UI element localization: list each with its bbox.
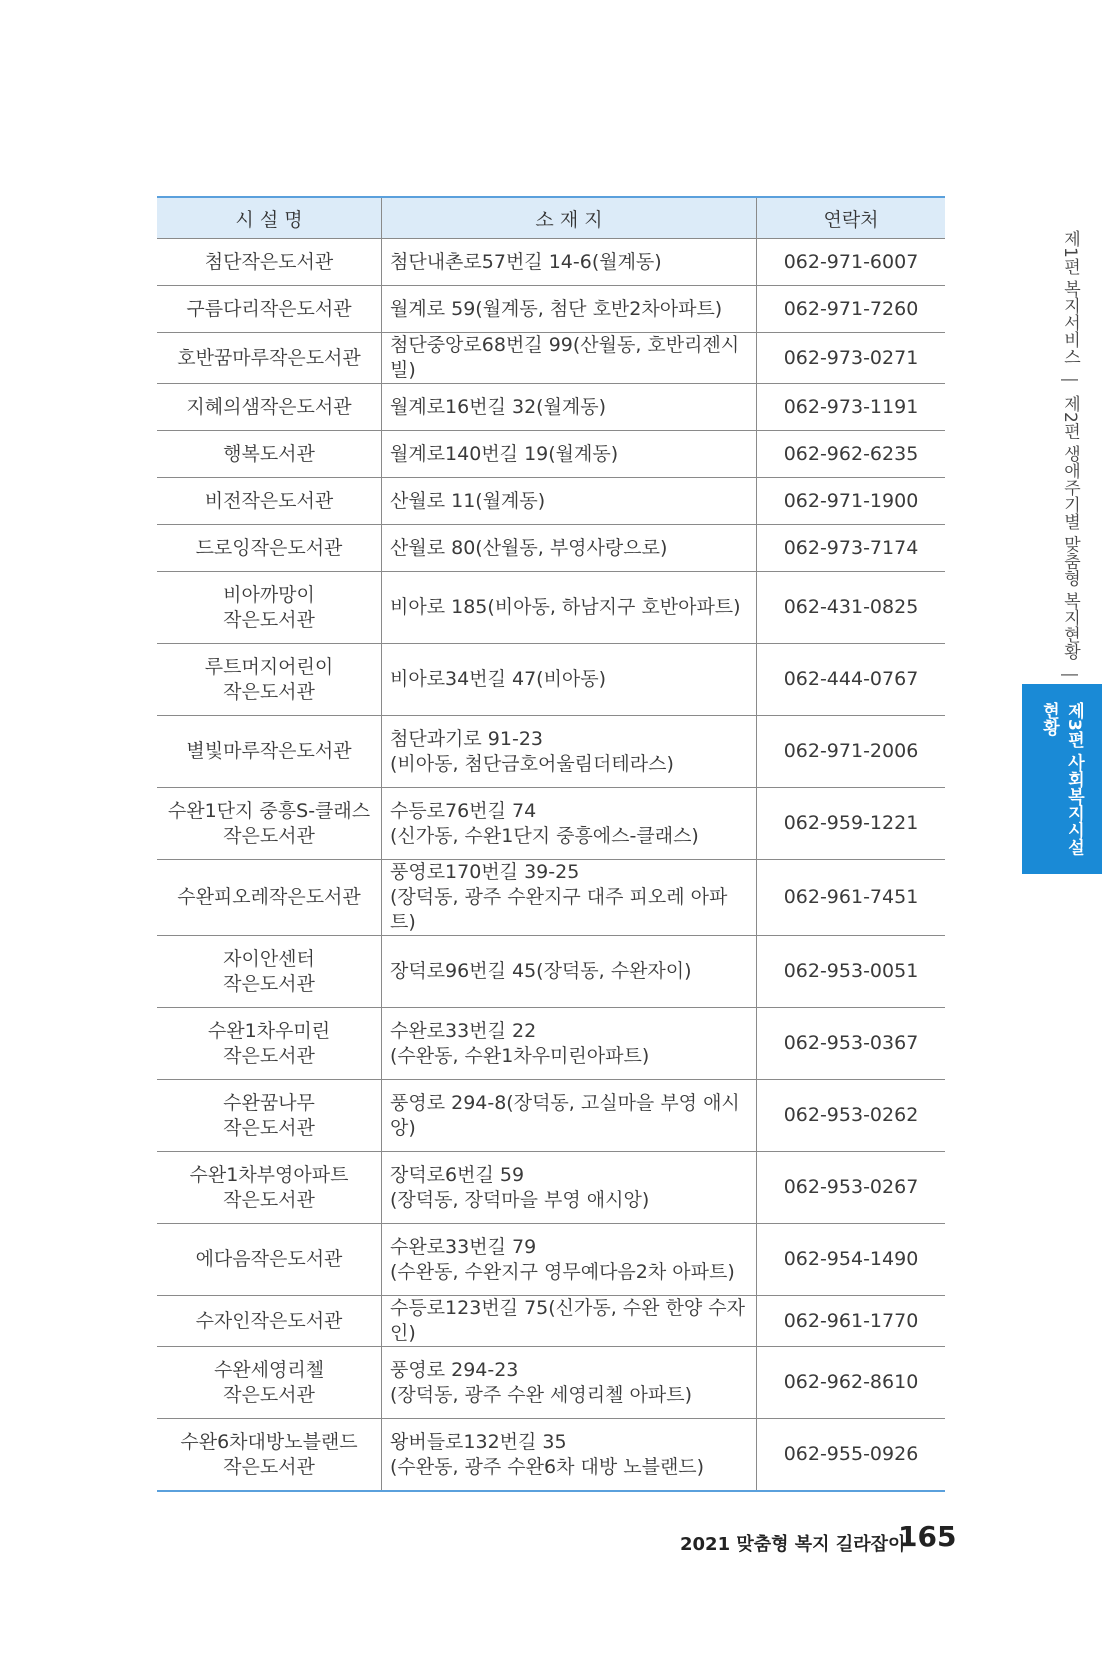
page-number: 165	[898, 1520, 957, 1553]
address-line: (비아동, 첨단금호어울림더테라스)	[390, 752, 674, 775]
phone-number: 062-961-1770	[757, 1296, 946, 1347]
table-row	[157, 431, 945, 478]
facility-name-cell	[157, 788, 382, 860]
facility-name-cell	[157, 525, 382, 572]
address-line: (수완동, 광주 수완6차 대방 노블랜드)	[390, 1455, 705, 1478]
table-row	[157, 572, 945, 644]
address-cell	[382, 478, 757, 525]
phone-number: 062-961-7451	[757, 860, 946, 936]
facility-name: 별빛마루작은도서관	[186, 740, 352, 762]
address-line: 장덕로6번길 59	[390, 1163, 525, 1186]
phone-number: 062-959-1221	[757, 788, 946, 860]
facility-name-cell	[157, 1419, 382, 1492]
facility-name: 루트머지어린이	[204, 655, 334, 678]
address-line: 수등로76번길 74	[390, 799, 537, 822]
address-cell	[382, 1224, 757, 1296]
facility-name-cell	[157, 936, 382, 1008]
address-line: 비아로 185(비아동, 하남지구 호반아파트)	[390, 596, 741, 618]
address-line: 비아로34번길 47(비아동)	[390, 668, 607, 690]
phone-number: 062-953-0367	[757, 1008, 946, 1080]
facility-name: 자이안센터	[223, 947, 315, 970]
address-line: 산월로 11(월계동)	[390, 489, 546, 512]
table-row	[157, 716, 945, 788]
phone-number: 062-973-1191	[757, 384, 946, 431]
address-line: (장덕동, 장덕마을 부영 애시앙)	[390, 1188, 650, 1211]
side-nav-active-tab	[1022, 684, 1102, 874]
address-line: (장덕동, 광주 수완지구 대주 피오레 아파트)	[390, 886, 728, 933]
address-line: 왕버들로132번길 35	[390, 1430, 567, 1453]
facility-name-cell	[157, 1152, 382, 1224]
facility-name: 비아까망이	[223, 583, 315, 606]
address-line: 풍영로 294-8(장덕동, 고실마을 부영 애시앙)	[390, 1091, 740, 1139]
address-line: 풍영로 294-23	[390, 1358, 519, 1381]
address-cell	[382, 1080, 757, 1152]
address-line: 월계로16번길 32(월계동)	[390, 395, 607, 418]
facility-name-cell	[157, 384, 382, 431]
footer-book-title: 2021 맞춤형 복지 길라잡이	[680, 1534, 906, 1555]
address-line: (신가동, 수완1단지 중흥에스-클래스)	[390, 824, 699, 847]
address-line: 수완로33번길 22	[390, 1019, 537, 1042]
table-row	[157, 1152, 945, 1224]
phone-number: 062-971-7260	[757, 286, 946, 333]
table-row	[157, 1296, 945, 1347]
address-line: 첨단내촌로57번길 14-6(월계동)	[390, 250, 662, 273]
header-address: 소 재 지	[382, 197, 757, 239]
address-line: 월계로140번길 19(월계동)	[390, 442, 619, 465]
table-row	[157, 384, 945, 431]
address-cell	[382, 644, 757, 716]
address-cell	[382, 1296, 757, 1347]
address-cell	[382, 431, 757, 478]
phone-number: 062-962-6235	[757, 431, 946, 478]
side-nav-separator: |	[1060, 377, 1080, 383]
facility-name: 작은도서관	[223, 1116, 315, 1139]
address-line: 산월로 80(산월동, 부영사랑으로)	[390, 536, 668, 559]
side-nav-separator-2: |	[1060, 672, 1080, 678]
address-line: 첨단중앙로68번길 99(산월동, 호반리젠시빌)	[390, 334, 740, 381]
facility-name: 비전작은도서관	[204, 489, 334, 512]
facility-name-cell	[157, 860, 382, 936]
table-row	[157, 1080, 945, 1152]
address-cell	[382, 286, 757, 333]
facility-name: 수완피오레작은도서관	[177, 886, 361, 908]
table-row	[157, 1224, 945, 1296]
address-line: (수완동, 수완1차우미린아파트)	[390, 1044, 650, 1067]
facility-name: 수완1차부영아파트	[189, 1163, 349, 1186]
table-row	[157, 286, 945, 333]
address-cell	[382, 1347, 757, 1419]
address-line: 수완로33번길 79	[390, 1235, 537, 1258]
facility-name-cell	[157, 333, 382, 384]
address-cell	[382, 384, 757, 431]
facility-name: 작은도서관	[223, 1044, 315, 1067]
side-nav-part2: 제2편 생애주기별 맞춤형 복지현황	[1060, 394, 1080, 660]
phone-number: 062-973-0271	[757, 333, 946, 384]
facility-name: 드로잉작은도서관	[195, 536, 343, 559]
phone-number: 062-973-7174	[757, 525, 946, 572]
facility-table	[157, 196, 945, 1492]
table-row	[157, 239, 945, 286]
phone-number: 062-953-0051	[757, 936, 946, 1008]
address-line: (장덕동, 광주 수완 세영리첼 아파트)	[390, 1383, 692, 1406]
facility-name: 작은도서관	[223, 1383, 315, 1406]
table-row	[157, 1347, 945, 1419]
header-contact: 연락처	[757, 197, 946, 239]
phone-number: 062-953-0262	[757, 1080, 946, 1152]
table-row	[157, 525, 945, 572]
phone-number: 062-962-8610	[757, 1347, 946, 1419]
facility-name: 작은도서관	[223, 1455, 315, 1478]
address-cell	[382, 936, 757, 1008]
facility-name: 행복도서관	[223, 442, 315, 465]
address-line: 장덕로96번길 45(장덕동, 수완자이)	[390, 960, 692, 982]
facility-name: 첨단작은도서관	[204, 250, 334, 273]
facility-name: 작은도서관	[223, 680, 315, 703]
table-row	[157, 1008, 945, 1080]
address-cell	[382, 572, 757, 644]
facility-name: 수완꿈나무	[223, 1091, 315, 1114]
address-cell	[382, 525, 757, 572]
facility-name-cell	[157, 286, 382, 333]
phone-number: 062-431-0825	[757, 572, 946, 644]
facility-name: 작은도서관	[223, 972, 315, 995]
address-line: (수완동, 수완지구 영무예다음2차 아파트)	[390, 1260, 735, 1283]
address-cell	[382, 239, 757, 286]
facility-name: 작은도서관	[223, 824, 315, 847]
table-row	[157, 478, 945, 525]
table-row	[157, 860, 945, 936]
phone-number: 062-971-2006	[757, 716, 946, 788]
facility-name-cell	[157, 478, 382, 525]
table-row	[157, 936, 945, 1008]
phone-number: 062-953-0267	[757, 1152, 946, 1224]
address-cell	[382, 1419, 757, 1492]
phone-number: 062-955-0926	[757, 1419, 946, 1492]
address-line: 풍영로170번길 39-25	[390, 861, 580, 883]
facility-name: 수완1단지 중흥S-클래스	[167, 799, 371, 822]
facility-name: 에다음작은도서관	[195, 1248, 343, 1270]
address-cell	[382, 1152, 757, 1224]
phone-number: 062-971-6007	[757, 239, 946, 286]
facility-name-cell	[157, 1347, 382, 1419]
facility-name-cell	[157, 644, 382, 716]
facility-name-cell	[157, 239, 382, 286]
facility-name: 수완6차대방노블랜드	[180, 1430, 358, 1453]
side-navigation	[1058, 230, 1083, 690]
table-row	[157, 788, 945, 860]
facility-name-cell	[157, 431, 382, 478]
table-row	[157, 1419, 945, 1492]
side-nav-active-label: 제3편 사회복지시설 현황	[1039, 702, 1084, 856]
phone-number: 062-954-1490	[757, 1224, 946, 1296]
facility-name-cell	[157, 1080, 382, 1152]
facility-name-cell	[157, 1224, 382, 1296]
facility-name: 수완1차우미린	[207, 1019, 331, 1042]
address-line: 수등로123번길 75(신가동, 수완 한양 수자인)	[390, 1297, 746, 1344]
facility-name: 작은도서관	[223, 608, 315, 631]
address-cell	[382, 333, 757, 384]
address-cell	[382, 860, 757, 936]
facility-name-cell	[157, 572, 382, 644]
table-row	[157, 333, 945, 384]
table-row	[157, 644, 945, 716]
phone-number: 062-971-1900	[757, 478, 946, 525]
facility-name: 구름다리작은도서관	[186, 297, 352, 320]
facility-name: 작은도서관	[223, 1188, 315, 1211]
facility-name: 수완세영리첼	[213, 1358, 325, 1381]
header-facility-name: 시 설 명	[157, 197, 382, 239]
table-header-row	[157, 197, 945, 239]
facility-name: 지혜의샘작은도서관	[186, 395, 352, 418]
facility-name-cell	[157, 1296, 382, 1347]
address-line: 첨단과기로 91-23	[390, 727, 544, 750]
address-cell	[382, 788, 757, 860]
address-cell	[382, 1008, 757, 1080]
side-nav-part1: 제1편 복지서비스	[1060, 230, 1080, 366]
address-cell	[382, 716, 757, 788]
facility-name-cell	[157, 716, 382, 788]
address-line: 월계로 59(월계동, 첨단 호반2차아파트)	[390, 297, 723, 320]
table-body	[157, 239, 945, 1492]
facility-name: 수자인작은도서관	[195, 1309, 343, 1332]
phone-number: 062-444-0767	[757, 644, 946, 716]
facility-name: 호반꿈마루작은도서관	[177, 346, 361, 369]
facility-name-cell	[157, 1008, 382, 1080]
